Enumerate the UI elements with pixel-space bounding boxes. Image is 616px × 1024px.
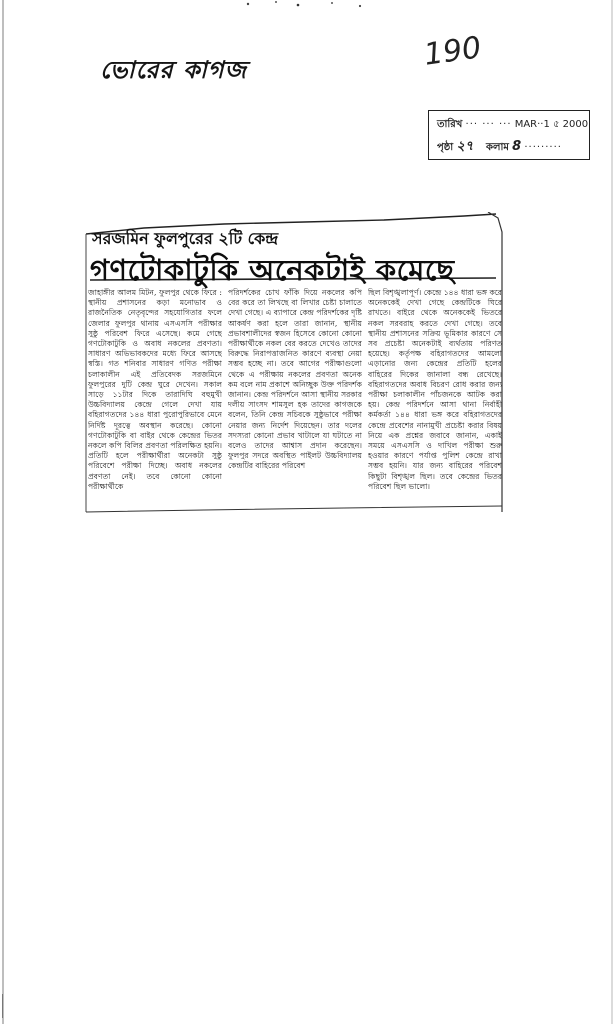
stamp-date-row [437, 117, 588, 134]
article-column-1 [88, 288, 222, 510]
page-left-edge [2, 0, 4, 1024]
article-column-3 [368, 288, 502, 510]
top-specks [240, 0, 380, 10]
article-kicker: সরজমিন ফুলপুরের ২টি কেন্দ্র [92, 229, 279, 248]
article-body [88, 288, 502, 510]
handwritten-page-number: 190 [421, 30, 484, 73]
stamp-page-label: পৃষ্ঠা [437, 142, 454, 153]
article-column-2 [228, 288, 362, 510]
page-right-edge [611, 0, 613, 1024]
article-headline: গণটোকাটুকি অনেকটাই কমেছে [90, 253, 455, 287]
stamp-column-label: কলাম [486, 142, 509, 153]
stamp-page-row [437, 137, 562, 158]
article-column-1-text: জাহাঙ্গীর আলম মিটন, ফুলপুর থেকে ফিরে : স্থানীয় প্রশাসনের কড়া মনোভাব ও রাজনৈতিক নেতৃবৃন্দের সহযোগিতার ফলে জেলার ফুলপুর থানায় এসএসসি পরীক্ষার সুষ্ঠু পরিবেশ ফিরে এসেছে। কমে গেছে গণটোকাটুকি ও অবাধ নকলের প্রবণতা। সাধারণ অভিভাবকদের মধ্যে ফিরে আসছে স্বস্তি। গত শনিবার সাধারণ গণিত পরীক্ষা চলাকালীন এই প্রতিবেদক সরজমিনে ফুলপুরের দুটি কেন্দ্র ঘুরে দেখেন। সকাল সাড়ে ১১টার দিকে তারাদিঘি বহুমুখী উচ্চবিদ্যালয় কেন্দ্রে গেলে দেখা যায় বহিরাগতদের ১৪৪ ধারা পুরোপুরিভাবে মেনে নির্দিষ্ট দূরত্বে অবস্থান করেছে। কোনো গণটোকাটুকি বা বাইর থেকে কেন্দ্রের ভিতর নকলে কপি বিলির প্রবণতা পরিলক্ষিত হয়নি। প্রতিটি হলে পরীক্ষার্থীরা অনেকটা সুষ্ঠু পরিবেশে পরীক্ষা দিচ্ছে। অবাধ নকলের প্রবণতা নেই। তবে কোনো কোনো পরীক্ষার্থীকে [88, 288, 222, 491]
article-column-2-text: পরিদর্শকের চোখ ফাঁকি দিয়ে নকলের কপি বের করে তা লিখছে বা লিখার চেষ্টা চালাতে দেখা গেছে। এ ব্যাপারে কেন্দ্র পরিদর্শকের দৃষ্টি আকর্ষণ করা হলে তারা জানান, স্থানীয় প্রভাবশালীদের স্বজন হিসেবে কোনো কোনো পরীক্ষার্থীকে নকল বের করতে দেখেও তাদের বিরুদ্ধে নিরাপত্তাজনিত কারণে ব্যবস্থা নেয়া সম্ভব হচ্ছে না। তবে আগের পরীক্ষাগুলো থেকে এ পরীক্ষায় নকলের প্রবণতা অনেক কম বলে নাম প্রকাশে অনিচ্ছুক উক্ত পরিদর্শক জানান। কেন্দ্র পরিদর্শনে আসা স্থানীয় সরকার দলীয় সাংসদ শামসুল হক তাদের কাগজকে বলেন, তিনি কেন্দ্র সচিবকে সুষ্ঠুভাবে পরীক্ষা নেয়ার জন্য নির্দেশ দিয়েছেন। তার দলের সদস্যরা কোনো প্রভাব খাটালে যা ঘটাতে না বলেও তাদের আশ্বাস প্রদান করেছেন। ফুলপুর সদরে অবস্থিত পাইলট উচ্চবিদ্যালয় কেন্দ্রটির বাহিরের পরিবেশ [228, 288, 362, 471]
scan-edge-mark [2, 994, 11, 1018]
newspaper-clipping [84, 212, 504, 514]
stamp-column-value: 8 [512, 139, 522, 154]
archive-stamp [428, 110, 590, 160]
stamp-page-value: ২৭ [456, 139, 474, 154]
stamp-date-value: MAR··1 ৫ 2000 [514, 119, 589, 130]
stamp-date-label: তারিখ [437, 119, 463, 130]
article-column-3-text: ছিল বিশৃঙ্খলাপূর্ণ। কেন্দ্রে ১৪৪ ধারা ভঙ্গ করে অনেককেই দেখা গেছে কেন্দ্রটিকে ঘিরে রাখতে। বাইরে থেকে অনেককেই ভিতরে নকল সরবরাহ করতে দেখা গেছে। তবে স্থানীয় প্রশাসনের সক্রিয় ভূমিকার কারণে সে সব প্রচেষ্টা অনেকটাই ব্যর্থতায় পরিণত হয়েছে। কর্তৃপক্ষ বহিরাগতদের আমলো এড়ানোর জন্য কেন্দ্রের প্রতিটি হলের বাহিরের দিকের জানালা বন্ধ রেখেছে। বহিরাগতদের অবাধ বিচরণ রোধ করার জন্য পরীক্ষা চলাকালীন পাঁচজনকে আটক করা হয়। কেন্দ্র পরিদর্শনে আসা থানা নির্বাহী কর্মকর্তা ১৪৪ ধারা ভঙ্গ করে বহিরাগতদের কেন্দ্রে প্রবেশের নানামুখী প্রচেষ্টা করার বিষয় নিয়ে এক প্রশ্নের জবাবে জানান, একাই সময়ে এসএসসি ও দাখিল পরীক্ষা শুরু হওয়ার কারণে পর্যাপ্ত পুলিশ কেন্দ্রে রাখা সম্ভব হয়নি। যার জন্য বাহিরের পরিবেশ কিছুটা বিশৃঙ্খল ছিল। তবে কেন্দ্রের ভিতর পরিবেশ ছিল ভালো। [368, 288, 502, 491]
newspaper-masthead: ভোরের কাগজ [100, 55, 247, 84]
stamp-date-dots: ··· ··· ··· [465, 119, 512, 130]
stamp-column-dots: ········· [524, 142, 562, 153]
